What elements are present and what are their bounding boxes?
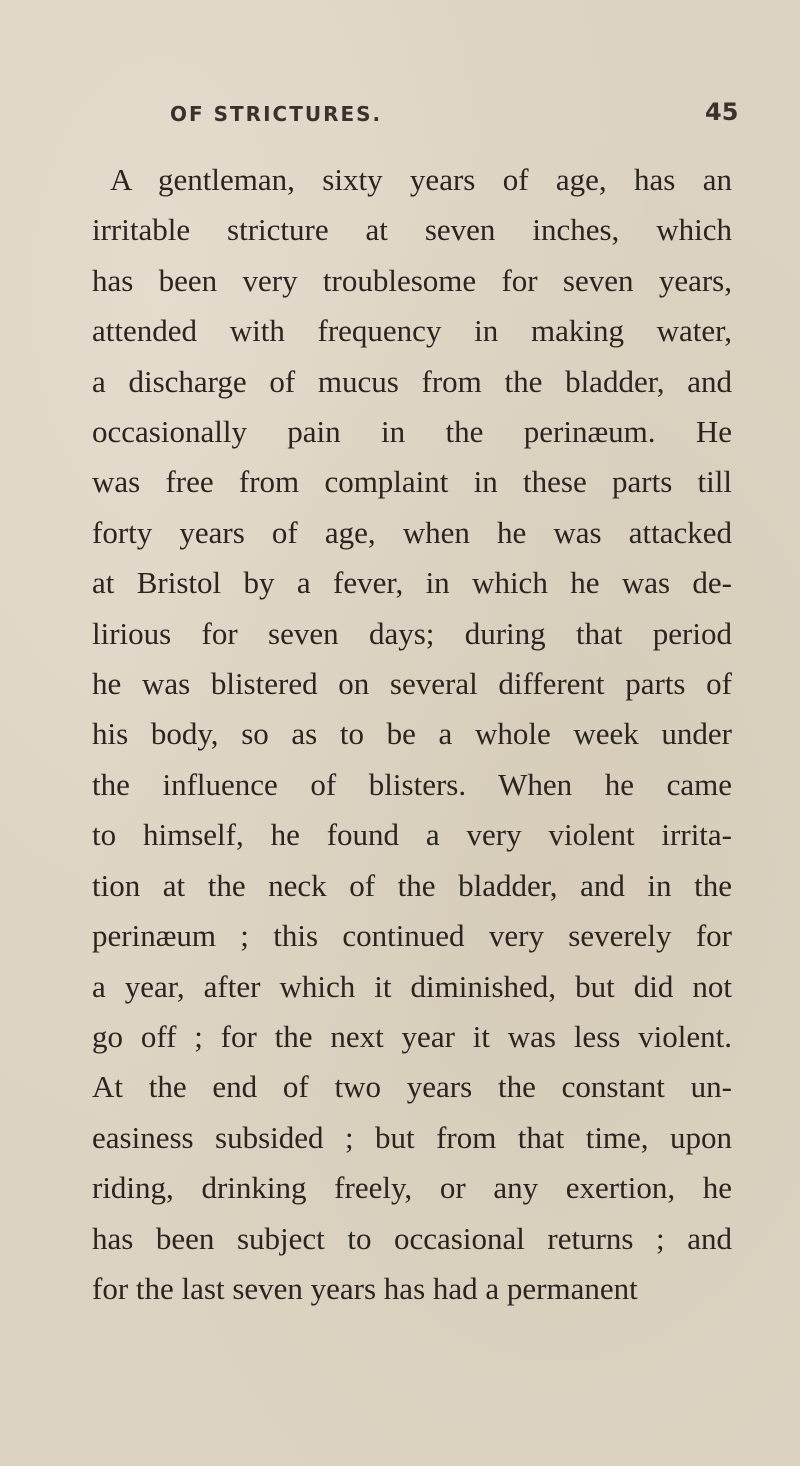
text-line: easiness subsided ; but from that time, upon bbox=[92, 1119, 732, 1155]
text-line: to himself, he found a very violent irrita- bbox=[92, 817, 732, 853]
page-number: 45 bbox=[705, 98, 739, 126]
text-line: the influence of blisters. When he came bbox=[92, 766, 732, 802]
text-line: attended with frequency in making water, bbox=[92, 313, 732, 349]
running-title: OF STRICTURES. bbox=[170, 102, 383, 126]
text-line: has been very troublesome for seven years, bbox=[92, 262, 732, 298]
text-line: his body, so as to be a whole week under bbox=[92, 716, 732, 752]
text-line: forty years of age, when he was attacked bbox=[92, 514, 732, 550]
text-line: At the end of two years the constant un- bbox=[92, 1069, 732, 1105]
text-line: he was blistered on several different parts of bbox=[92, 666, 732, 702]
text-line: A gentleman, sixty years of age, has an bbox=[110, 162, 732, 197]
text-line: at Bristol by a fever, in which he was de- bbox=[92, 565, 732, 601]
text-line: a discharge of mucus from the bladder, and bbox=[92, 363, 732, 399]
text-line: go off ; for the next year it was less violent. bbox=[92, 1018, 732, 1054]
text-line: irritable stricture at seven inches, which bbox=[92, 212, 732, 248]
text-line: has been subject to occasional returns ; and bbox=[92, 1220, 732, 1256]
text-line: perinæum ; this continued very severely for bbox=[92, 918, 732, 954]
text-line: occasionally pain in the perinæum. He bbox=[92, 414, 732, 450]
text-line: tion at the neck of the bladder, and in the bbox=[92, 867, 732, 903]
text-line: a year, after which it diminished, but did not bbox=[92, 968, 732, 1004]
text-line: for the last seven years has had a permanent bbox=[92, 1270, 638, 1306]
text-line: was free from complaint in these parts till bbox=[92, 464, 732, 500]
body-paragraph bbox=[92, 155, 732, 1314]
text-line: riding, drinking freely, or any exertion, he bbox=[92, 1170, 732, 1206]
text-line: lirious for seven days; during that period bbox=[92, 615, 732, 651]
